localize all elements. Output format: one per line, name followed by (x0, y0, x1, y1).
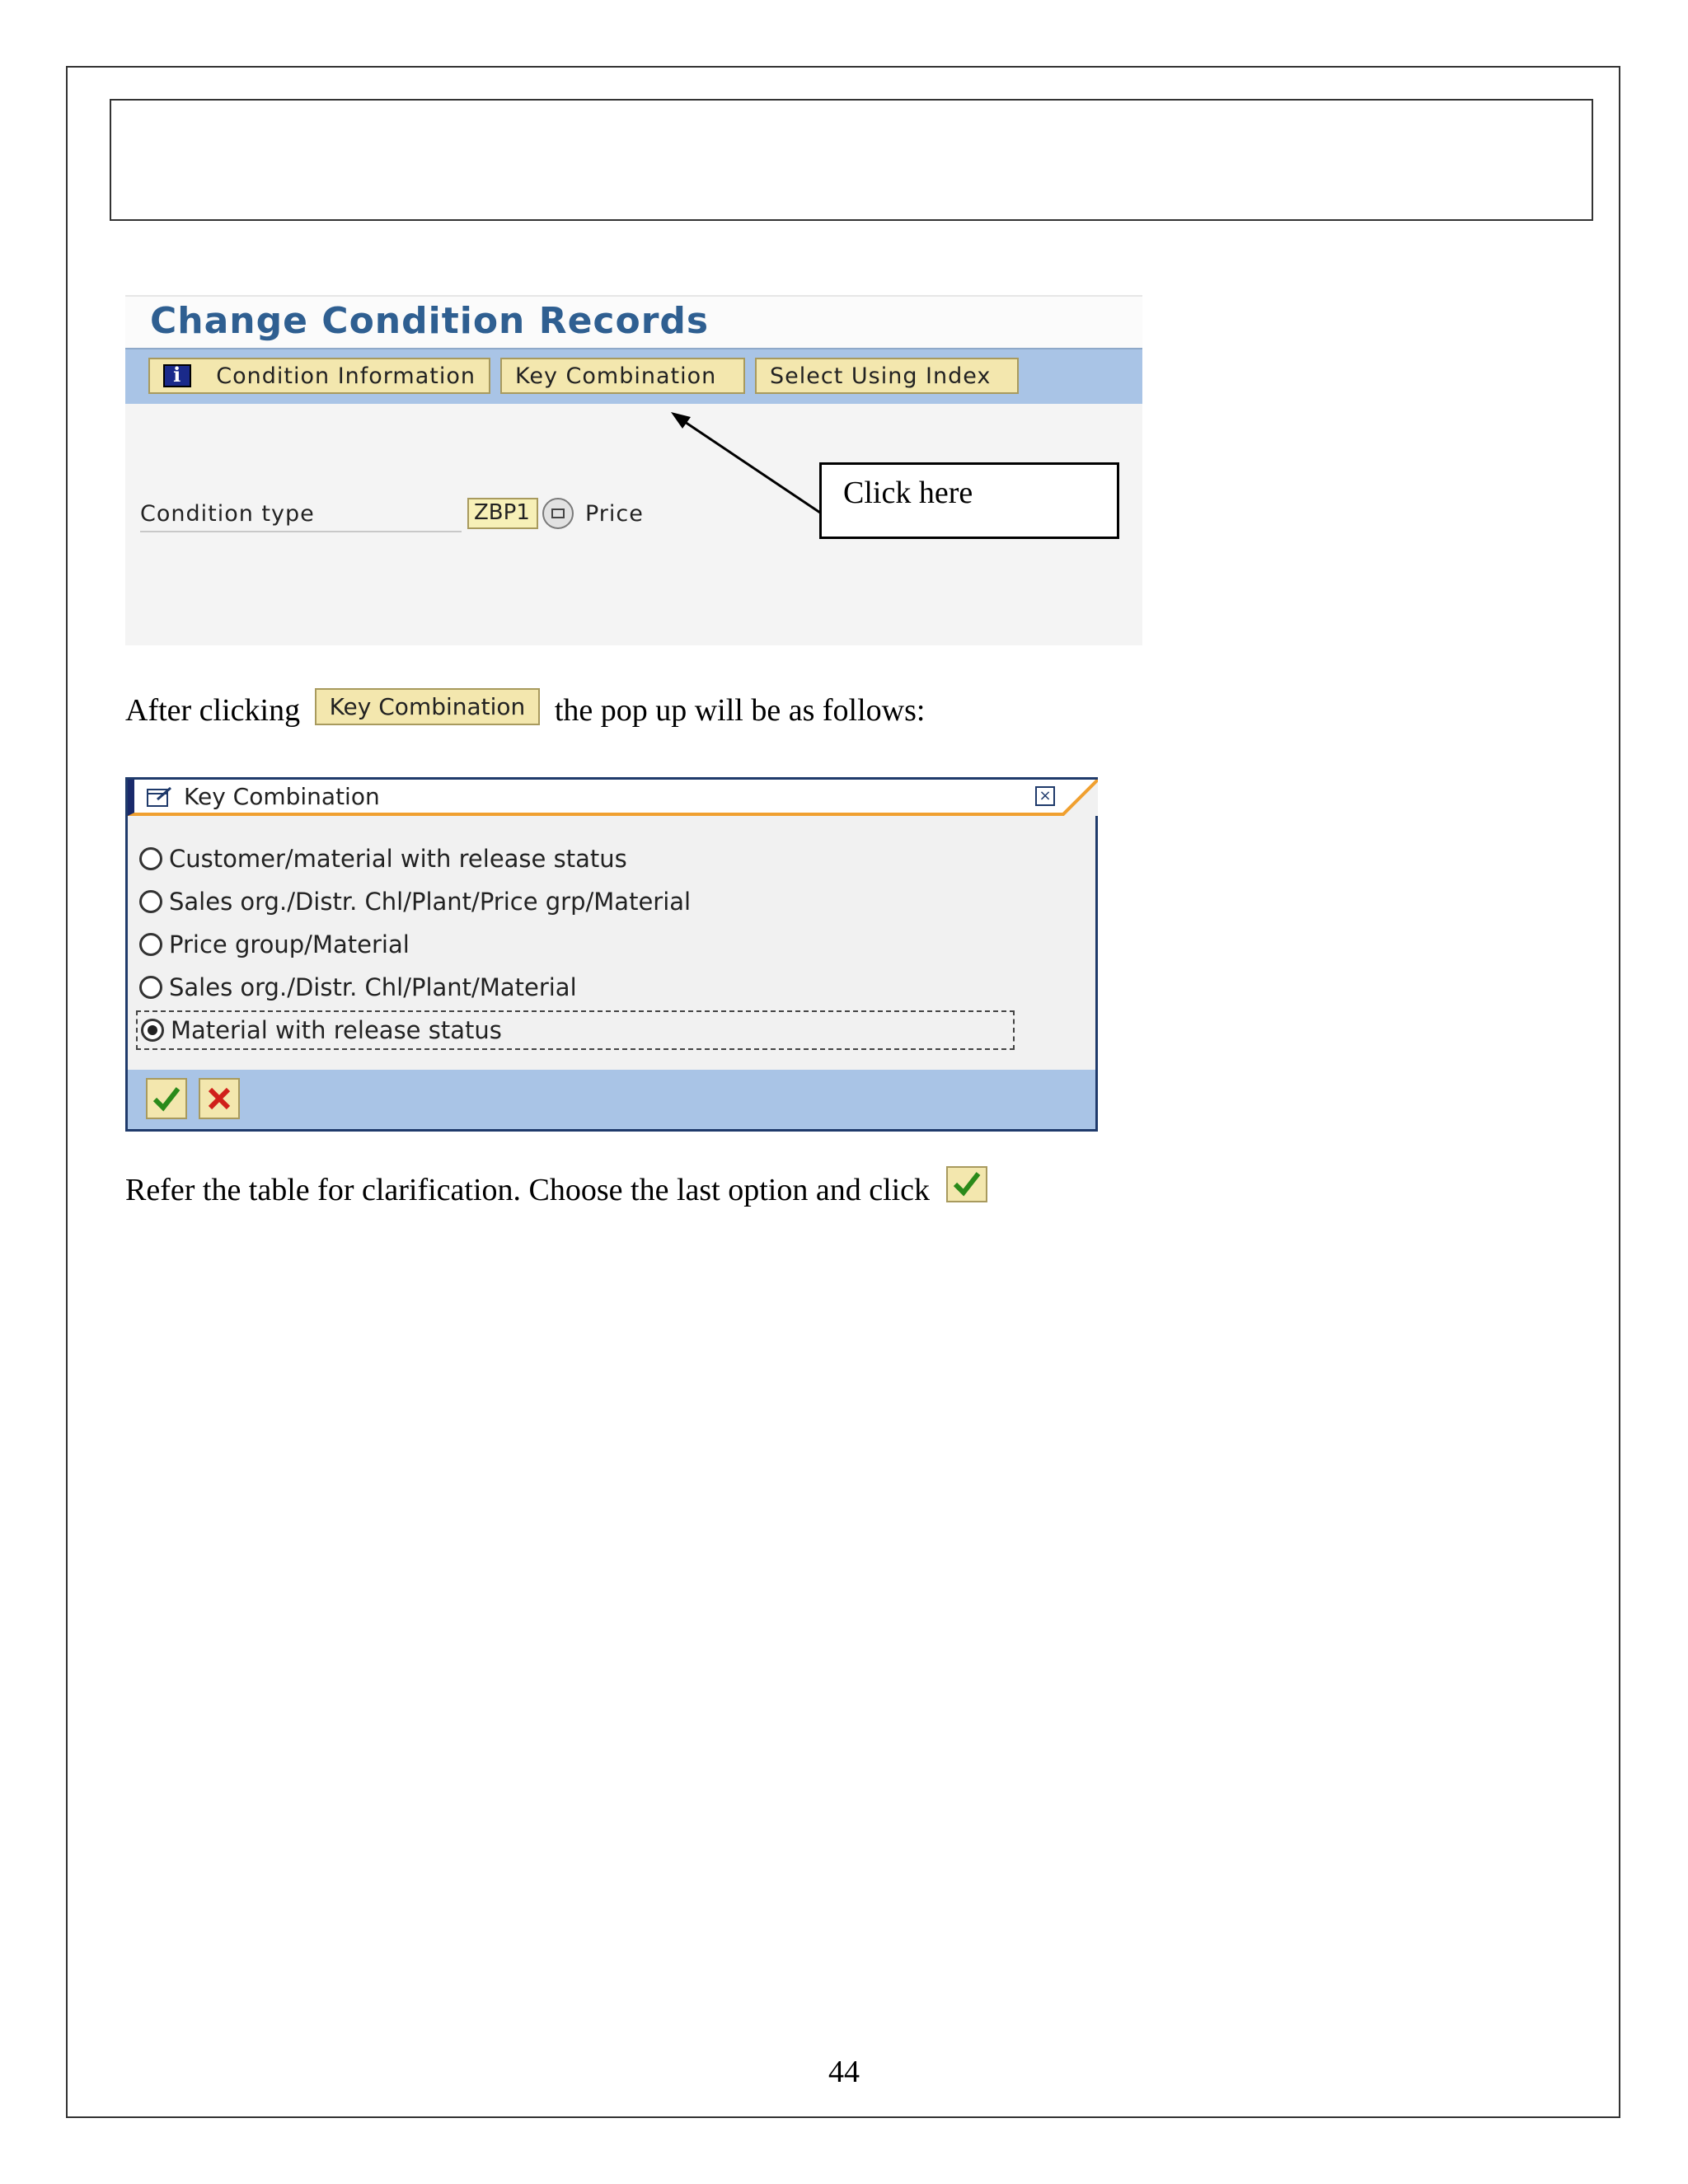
option-label: Price group/Material (169, 930, 410, 958)
key-combination-dialog (125, 777, 1098, 1132)
value-help-icon[interactable] (542, 498, 574, 529)
radio-button[interactable] (139, 933, 162, 956)
paragraph1-before: After clicking (125, 693, 301, 728)
condition-type-description: Price (585, 501, 644, 527)
checkmark-icon (148, 1080, 185, 1118)
inline-confirm-button (946, 1166, 987, 1202)
key-combination-button[interactable] (500, 358, 745, 394)
click-here-callout: Click here (819, 462, 1119, 539)
condition-type-label: Condition type (140, 501, 462, 532)
key-combination-options (136, 837, 1059, 1050)
condition-information-label: Condition Information (216, 363, 476, 389)
dialog-title: Key Combination (184, 783, 380, 810)
option-label: Material with release status (171, 1016, 502, 1044)
confirm-button[interactable] (146, 1078, 187, 1119)
dialog-footer (128, 1070, 1095, 1129)
option-label: Customer/material with release status (169, 845, 627, 873)
radio-button-selected[interactable] (141, 1019, 164, 1042)
instruction-paragraph-2 (125, 1172, 987, 1211)
option-customer-material[interactable] (136, 837, 1059, 880)
option-label: Sales org./Distr. Chl/Plant/Price grp/Material (169, 888, 692, 916)
inline-key-combination-button: Key Combination (315, 688, 541, 725)
option-label: Sales org./Distr. Chl/Plant/Material (169, 973, 577, 1001)
radio-button[interactable] (139, 847, 162, 870)
info-icon (163, 364, 191, 387)
sap-title-area (125, 295, 1142, 349)
select-using-index-button[interactable] (755, 358, 1019, 394)
option-sales-org-price-grp[interactable] (136, 880, 1059, 923)
dialog-corner-decoration (1062, 780, 1098, 816)
dialog-window-icon (146, 786, 174, 808)
key-combination-label: Key Combination (515, 363, 717, 389)
paragraph1-after: the pop up will be as follows: (554, 693, 926, 728)
page-title: Change Condition Records (150, 300, 710, 342)
condition-information-button[interactable] (148, 358, 490, 394)
cancel-button[interactable] (199, 1078, 240, 1119)
radio-button[interactable] (139, 890, 162, 913)
radio-button[interactable] (139, 976, 162, 999)
dialog-header (128, 780, 1095, 816)
option-material-release-status[interactable] (136, 1010, 1015, 1050)
paragraph2-text: Refer the table for clarification. Choose the last option and click (125, 1173, 931, 1207)
close-icon[interactable]: × (1035, 786, 1055, 806)
checkmark-icon (948, 1168, 986, 1201)
application-toolbar (125, 348, 1142, 404)
condition-type-row (125, 493, 785, 534)
option-price-group[interactable] (136, 923, 1059, 966)
option-sales-org-material[interactable] (136, 966, 1059, 1009)
page-number: 44 (828, 2055, 860, 2089)
instruction-paragraph-1 (125, 692, 925, 732)
cancel-x-icon (200, 1080, 238, 1118)
condition-type-input[interactable]: ZBP1 (467, 498, 538, 529)
header-box (110, 99, 1593, 221)
select-using-index-label: Select Using Index (770, 363, 992, 389)
